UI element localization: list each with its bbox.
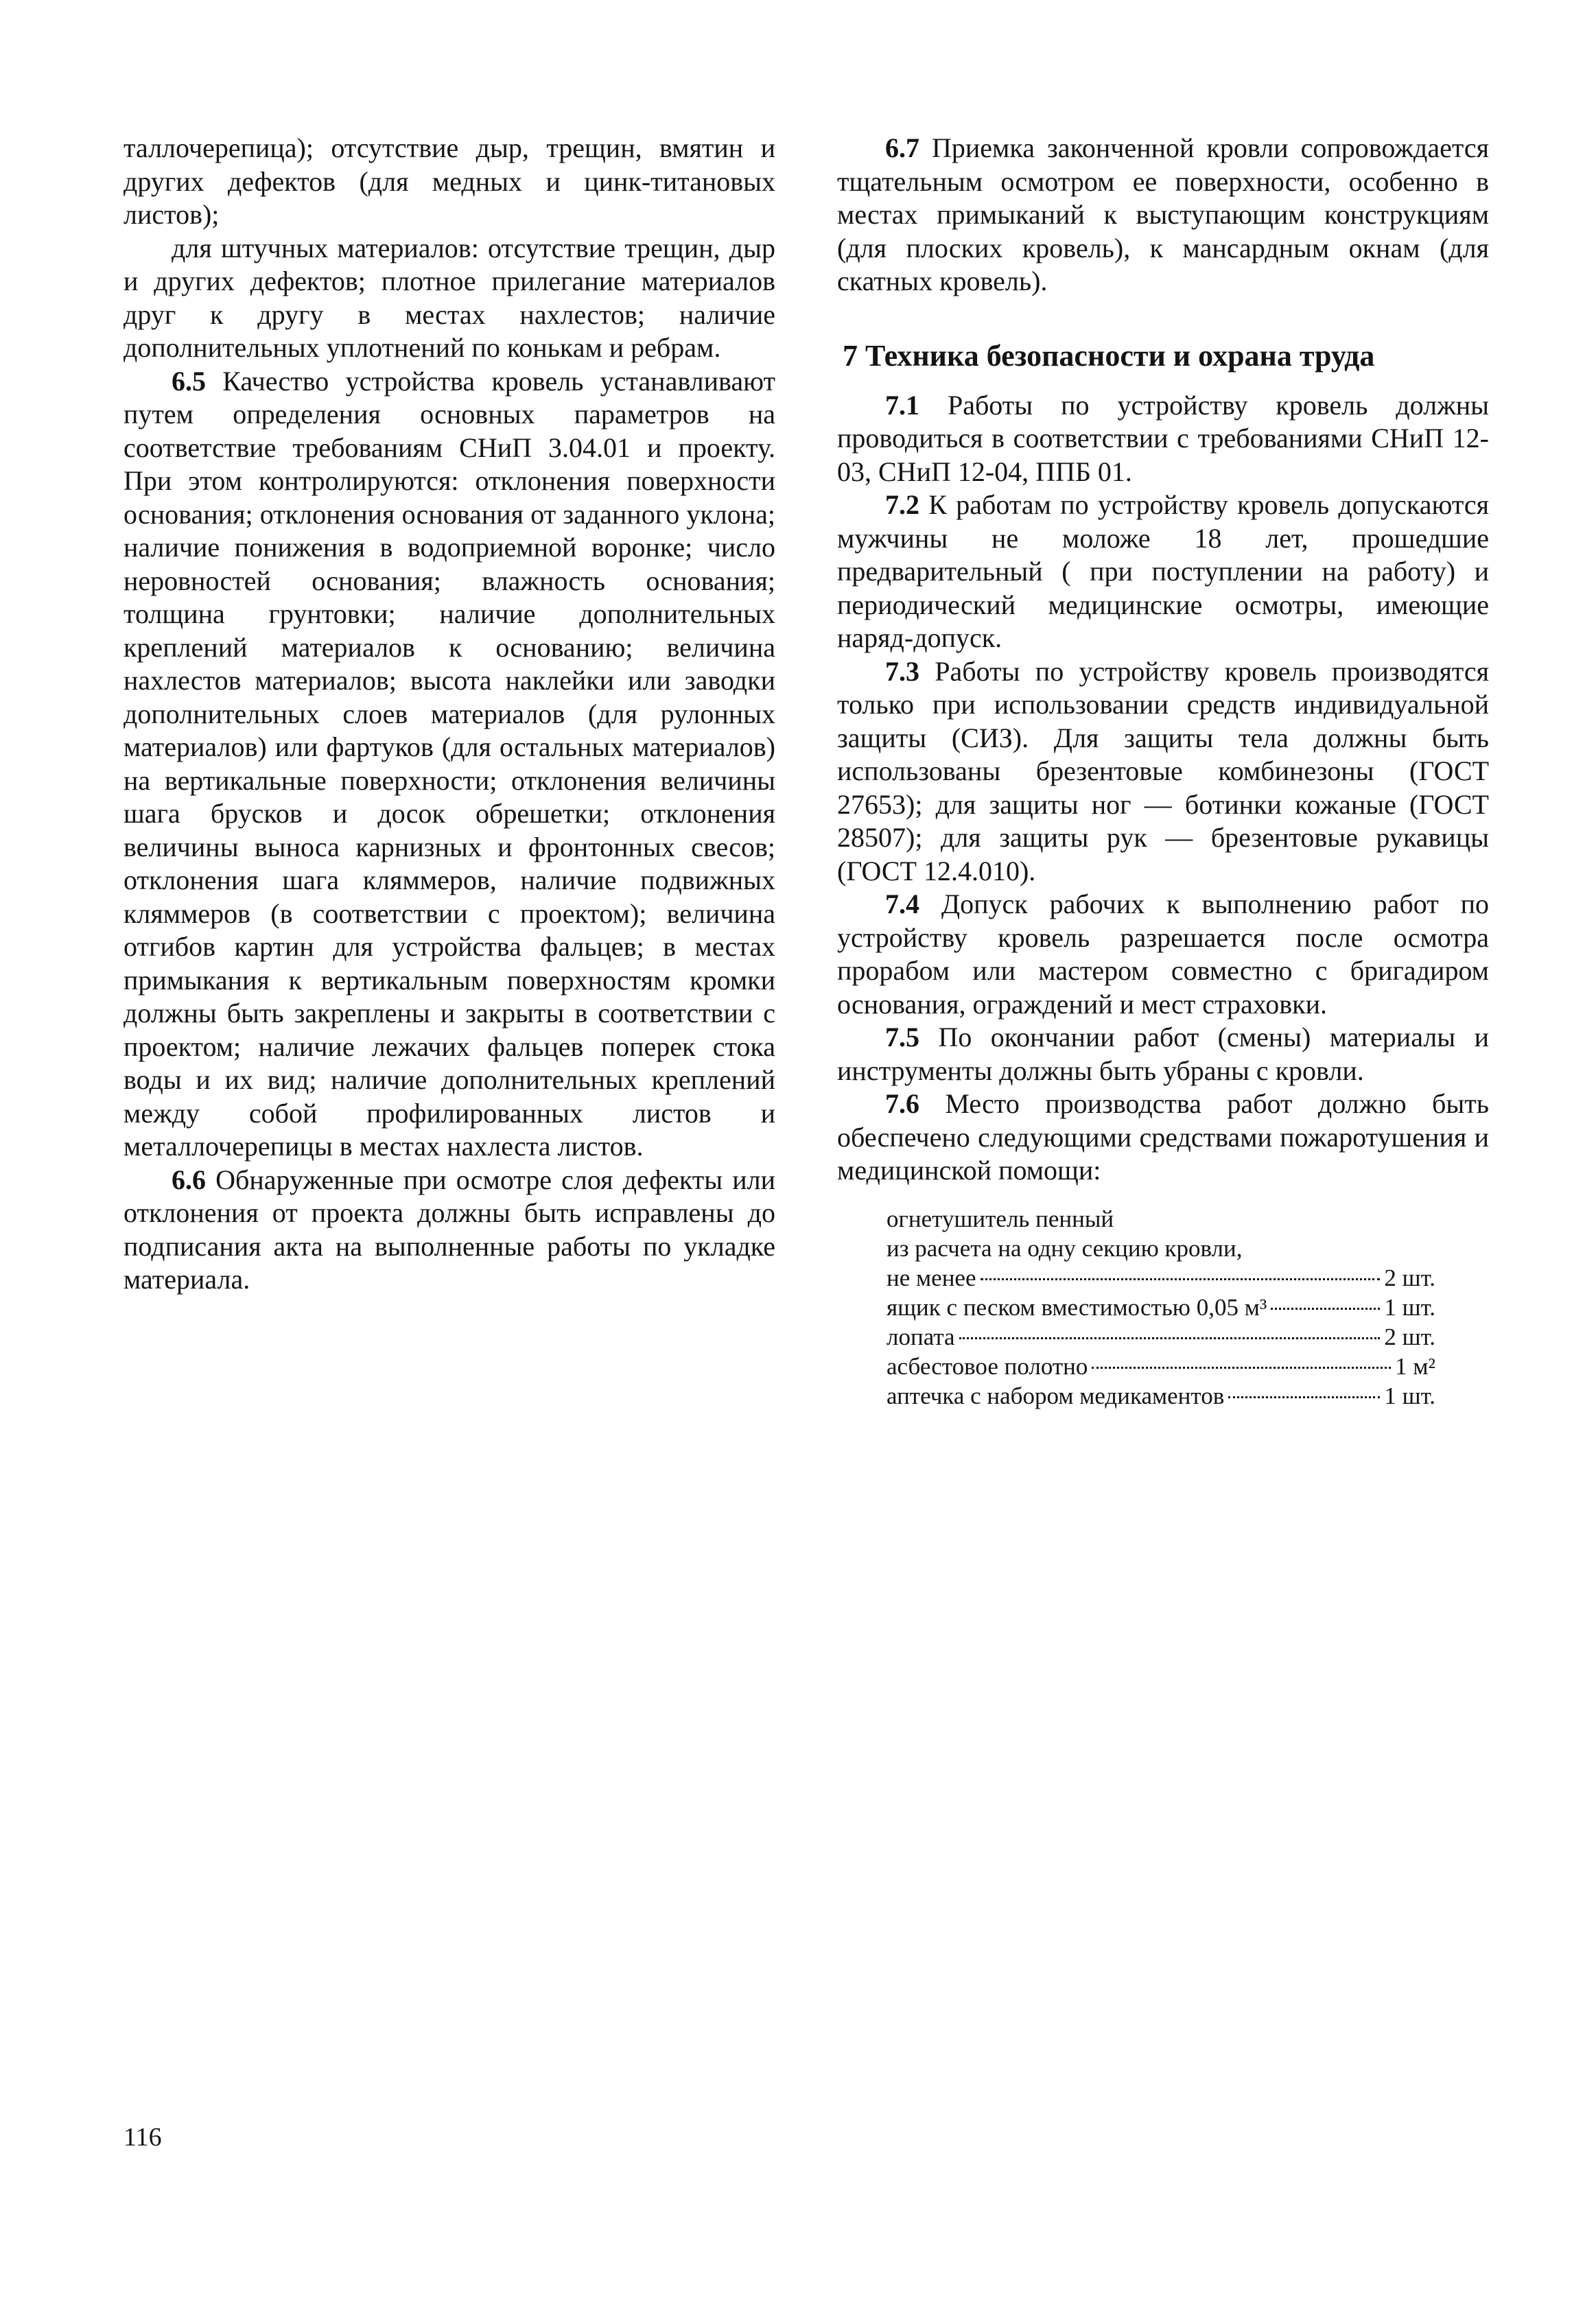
clause-number: 7.5 xyxy=(885,1022,919,1052)
paragraph-text: Работы по устройству кровель должны проводиться в соответствии с требованиями СНиП 12-03, СНиП 12-04, ППБ 01. xyxy=(837,389,1489,487)
paragraph-7-2 xyxy=(837,489,1489,655)
list-item xyxy=(887,1322,1435,1352)
equipment-list xyxy=(887,1204,1435,1411)
section-heading: 7 Техника безопасности и охрана труда xyxy=(843,338,1375,373)
paragraph-text: Приемка законченной кровли сопровождается тщательным осмотром ее поверхности, особенно в местах примыканий к выступающим конструкциям (для плоских кровель), к мансардным окнам (для скатных кровель). xyxy=(837,132,1489,296)
list-item-label: ящик с песком вместимостью 0,05 м³ xyxy=(887,1293,1267,1321)
leader-dots xyxy=(1271,1308,1380,1310)
clause-number: 7.4 xyxy=(885,889,919,919)
clause-number: 6.5 xyxy=(172,365,206,397)
paragraph-text: Обнаруженные при осмотре слоя дефекты или отклонения от проекта должны быть исправлены до подписания акта на выполненные работы по укладке материала. xyxy=(124,1164,775,1295)
list-item xyxy=(887,1352,1435,1381)
paragraph-piece-materials: для штучных материалов: отсутствие трещин, дыр и других дефектов; плотное прилегание материалов друг к другу в местах нахлестов; наличие дополнительных уплотнений по конькам и ребрам. xyxy=(124,232,775,363)
paragraph-text: Качество устройства кровель устанавливают путем определения основных параметров на соответствие требованиям СНиП 3.04.01 и проекту. При этом контролируются: отклонения поверхности основания; отклонения основания от заданного уклона; наличие понижения в водоприемной воронке; число неровностей основания; влажность основания; толщина грунтовки; наличие дополнительных креплений материалов к основанию; величина нахлестов материалов; высота наклейки или заводки дополнительных слоев материалов (для рулонных материалов) или фартуков (для остальных материалов) на вертикальные поверхности; отклонения величины шага брусков и досок обрешетки; отклонения величины выноса карнизных и фронтонных свесов; отклонения шага кляммеров, наличие подвижных кляммеров (в соответствии с проектом); величина отгибов картин для устройства фальцев; в местах примыкания к вертикальным поверхностям кромки должны быть закреплены и закрыты в соответствии с проектом; наличие лежачих фальцев поперек стока воды и их вид; наличие дополнительных креплений между собой профилированных листов и металлочерепицы в местах нахлеста листов. xyxy=(124,365,775,1162)
leader-dots xyxy=(981,1278,1381,1280)
paragraph-text: К работам по устройству кровель допускаются мужчины не моложе 18 лет, прошедшие предварительный ( при поступлении на работу) и периодический медицинские осмотры, имеющие наряд-допуск. xyxy=(837,489,1489,653)
leader-dots xyxy=(1228,1396,1380,1398)
paragraph-7-6 xyxy=(837,1087,1489,1188)
paragraph-7-3 xyxy=(837,655,1489,889)
clause-number: 6.7 xyxy=(885,132,919,163)
list-item-label: асбестовое полотно xyxy=(887,1352,1088,1380)
paragraph-7-1 xyxy=(837,389,1489,489)
paragraph-6-5 xyxy=(124,365,775,1164)
list-item-value: 2 шт. xyxy=(1384,1323,1435,1350)
paragraph-text: Допуск рабочих к выполнению работ по устройству кровель разрешается после осмотра прорабом или мастером совместно с бригадиром основания, ограждений и мест страховки. xyxy=(837,889,1489,1020)
clause-number: 6.6 xyxy=(172,1164,206,1195)
page-number: 116 xyxy=(124,2123,162,2152)
paragraph-continuation: таллочерепица); отсутствие дыр, трещин, вмятин и других дефектов (для медных и цинк-титановых листов); xyxy=(124,132,775,230)
clause-number: 7.6 xyxy=(885,1088,919,1119)
list-item xyxy=(887,1263,1435,1293)
list-item xyxy=(887,1381,1435,1411)
paragraph-text: Работы по устройству кровель производятся только при использовании средств индивидуальной защиты (СИЗ). Для защиты тела должны быть использованы брезентовые комбинезоны (ГОСТ 27653); для защиты ног — ботинки кожаные (ГОСТ 28507); для защиты рук — брезентовые рукавицы (ГОСТ 12.4.010). xyxy=(837,655,1489,886)
list-item-value: 1 шт. xyxy=(1384,1382,1435,1409)
paragraph-7-4 xyxy=(837,888,1489,1021)
clause-number: 7.3 xyxy=(885,655,919,687)
list-line: огнетушитель пенный xyxy=(887,1205,1114,1232)
list-item-label: аптечка с набором медикаментов xyxy=(887,1382,1225,1409)
paragraph-6-7 xyxy=(837,132,1489,298)
clause-number: 7.2 xyxy=(885,489,919,520)
paragraph-text: Место производства работ должно быть обеспечено следующими средствами пожаротушения и медицинской помощи: xyxy=(837,1088,1489,1186)
list-item-value: 1 шт. xyxy=(1384,1293,1435,1321)
paragraph-7-5 xyxy=(837,1021,1489,1087)
left-column xyxy=(124,132,775,1297)
list-line: из расчета на одну секцию кровли, xyxy=(887,1234,1243,1262)
leader-dots xyxy=(959,1337,1381,1339)
leader-dots xyxy=(1092,1367,1391,1369)
list-item xyxy=(887,1293,1435,1322)
clause-number: 7.1 xyxy=(885,389,919,421)
paragraph-6-6 xyxy=(124,1164,775,1297)
paragraph-text: По окончании работ (смены) материалы и инструменты должны быть убраны с кровли. xyxy=(837,1022,1489,1086)
list-item-label: лопата xyxy=(887,1323,955,1350)
list-item-label: не менее xyxy=(887,1264,976,1291)
right-column xyxy=(837,132,1489,1411)
list-item-value: 2 шт. xyxy=(1384,1264,1435,1291)
list-item-value: 1 м² xyxy=(1395,1352,1435,1380)
